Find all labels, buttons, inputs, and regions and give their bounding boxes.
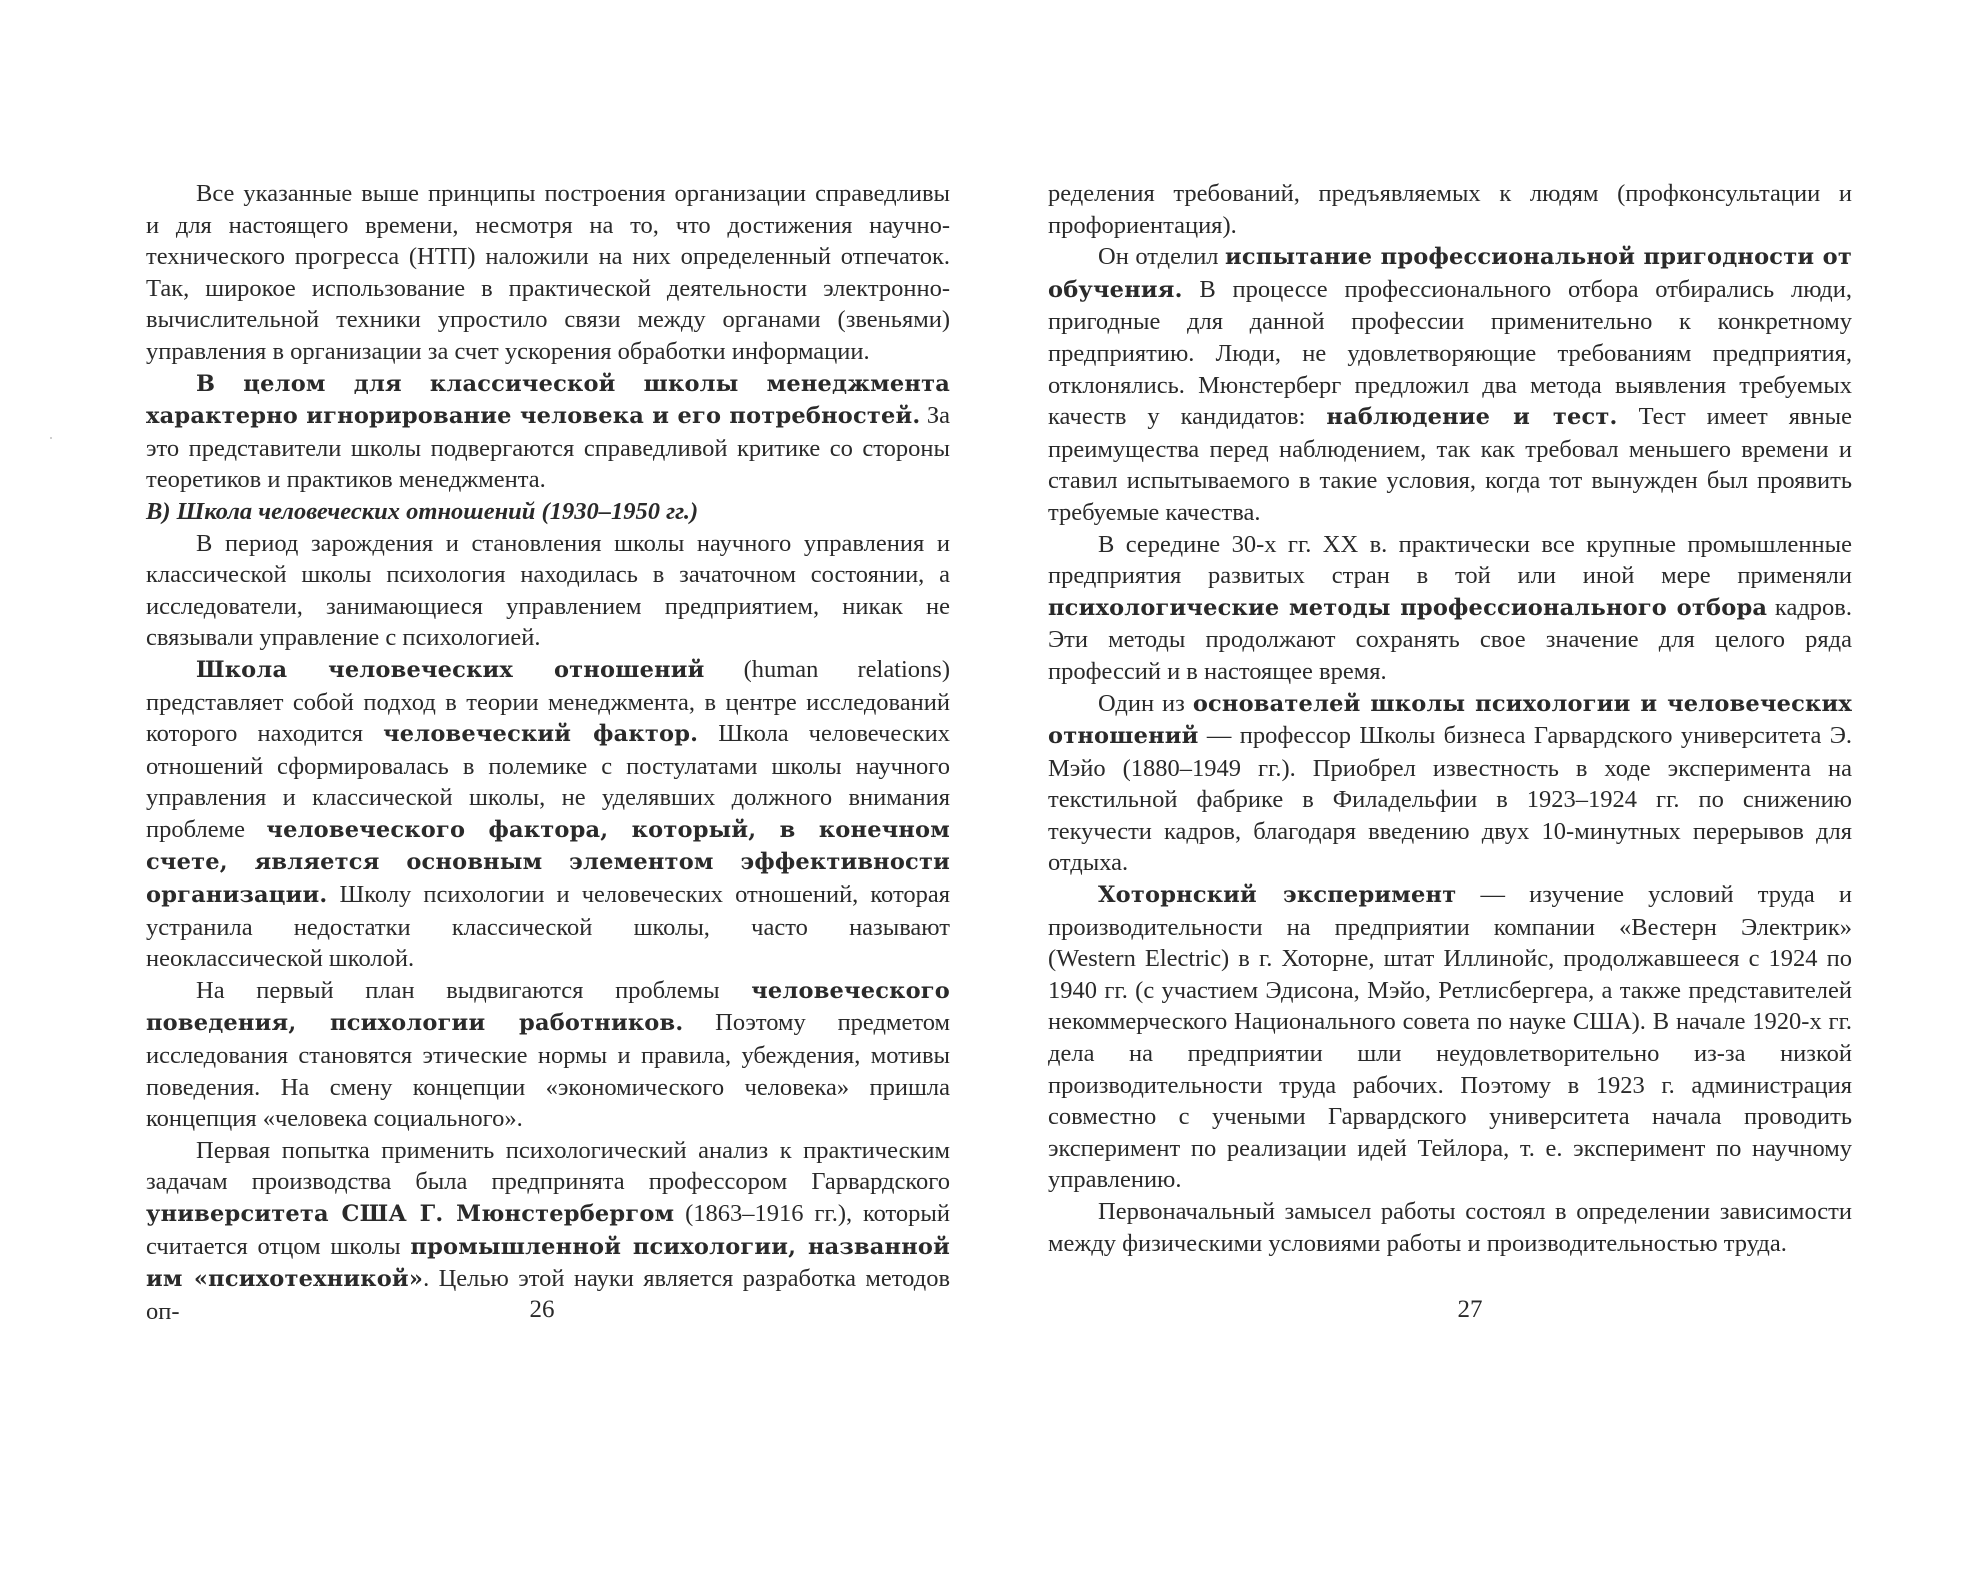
left-p6-bold-2: промышленной психологии, названной им «психотехникой» — [146, 1233, 950, 1293]
left-p4-text-3: Школу психологии и человеческих отношений, которая устранила недостатки классической школы, часто называют неоклассической школой. — [146, 881, 950, 973]
right-p5-text-1: — изучение условий труда и производительности на предприятии компании «Вестерн Электрик» (Western Electric) в г. Хоторне, штат Иллинойс, продолжавшееся с 1924 по 1940 гг. (с участием Эдисона, Мэйо, Ретлисбергера, а также представителей некоммерческого Национального совета по науке США). В начале 1920-х гг. дела на предприятии шли неудовлетворительно из-за низкой производительности труда рабочих. Поэтому в 1923 г. администрация совместно с учеными Гарвардского университета начала проводить эксперимент по реализации идей Тейлора, т. е. эксперимент по научному управлению. — [1048, 881, 1852, 1194]
left-paragraph-1: Все указанные выше принципы построения организации справедливы и для настоящего времени, несмотря на то, что достижения научно-технического прогресса (НТП) наложили на них определенный отпечаток. Так, широкое использование в практической деятельности электронно-вычислительной техники упростило связи между органами (звеньями) управления в организации за счет ускорения обработки информации. — [146, 180, 950, 365]
right-p5-bold-1: Хоторнский эксперимент — [1098, 882, 1457, 909]
right-p4-bold-1: основателей школы психологии и человеческих отношений — [1048, 690, 1852, 750]
right-p2-text-2: В процессе профессионального отбора отбирались люди, пригодные для данной профессии применительно к конкретному предприятию. Люди, не удовлетворяющие требованиям предприятия, отклонялись. Мюнстерберг предложил два метода выявления требуемых качеств у кандидатов: — [1048, 275, 1852, 431]
left-p5-bold-1: человеческого поведения, психологии работников. — [146, 977, 950, 1037]
left-p4-bold-1: Школа человеческих отношений — [196, 656, 705, 683]
right-paragraph-3 — [1048, 529, 1852, 688]
right-paragraph-5 — [1048, 879, 1852, 1196]
left-p2-text: За это представители школы подвергаются справедливой критике со стороны теоретиков и практиков менеджмента. — [146, 402, 950, 494]
right-p4-text-1: Один из — [1098, 689, 1193, 717]
right-p3-text-1: В середине 30-х гг. XX в. практически все крупные промышленные предприятия развитых стран в той или иной мере применяли — [1048, 530, 1852, 590]
left-p4-text-1: (human relations) представляет собой подход в теории менеджмента, в центре исследований которого находится — [146, 655, 950, 748]
left-paragraph-3: В период зарождения и становления школы научного управления и классической школы психология находилась в зачаточном состоянии, а исследователи, занимающиеся управлением предприятием, никак не связывали управление с психологией. — [146, 529, 950, 652]
page-number-left: 26 — [529, 1296, 555, 1323]
right-p3-text-2: кадров. Эти методы продолжают сохранять свое значение для целого ряда профессий и в настоящее время. — [1048, 593, 1852, 685]
page-number-right: 27 — [1457, 1296, 1483, 1323]
right-p2-text-3: Тест имеет явные преимущества перед наблюдением, так как требовал меньшего времени и ставил испытываемого в такие условия, когда тот вынужден был проявить требуемые качества. — [1048, 403, 1852, 526]
right-paragraph-6: Первоначальный замысел работы состоял в определении зависимости между физическими условиями работы и производительностью труда. — [1048, 1198, 1852, 1257]
left-p5-text-1: На первый план выдвигаются проблемы — [196, 976, 752, 1004]
right-p2-bold-1: испытание профессиональной пригодности от обучения. — [1048, 244, 1852, 303]
left-p6-text-3: . Целью этой науки является разработка методов оп- — [146, 1265, 951, 1325]
left-paragraph-4 — [146, 654, 950, 975]
right-p2-bold-2: наблюдение и тест. — [1326, 404, 1618, 431]
left-paragraph-5 — [146, 975, 950, 1135]
left-page — [146, 178, 950, 1327]
left-p4-bold-2: человеческий фактор. — [383, 721, 699, 748]
left-p4-bold-3: человеческого фактора, который, в конечном счете, является основным элементом эффективности организации. — [146, 816, 950, 909]
left-p4-text-2: Школа человеческих отношений сформировалась в полемике с постулатами школы научного управления и классической школы, не уделявших должного внимания проблеме — [146, 720, 950, 843]
right-p2-text-1: Он отделил — [1098, 243, 1226, 271]
section-heading: В) Школа человеческих отношений (1930–1950 гг.) — [146, 497, 699, 525]
left-paragraph-2 — [146, 368, 950, 496]
left-p6-text-1: Первая попытка применить психологический анализ к практическим задачам производства была предпринята профессором Гарвардского — [146, 1136, 950, 1196]
scan-speck — [50, 437, 52, 439]
left-p6-bold-1: университета США Г. Мюнстербергом — [146, 1201, 675, 1227]
right-page — [1048, 178, 1852, 1259]
right-paragraph-4 — [1048, 688, 1852, 880]
left-p6-text-2: (1863–1916 гг.), который считается отцом школы — [146, 1200, 950, 1260]
left-p5-text-2: Поэтому предметом исследования становятся этические нормы и правила, убеждения, мотивы поведения. На смену концепции «экономического человека» пришла концепция «человека социального». — [146, 1009, 950, 1133]
right-paragraph-1: ределения требований, предъявляемых к людям (профконсультации и профориентация). — [1048, 180, 1852, 239]
right-p3-bold-1: психологические методы профессионального отбора — [1048, 594, 1768, 621]
right-paragraph-2 — [1048, 241, 1852, 528]
left-p2-bold: В целом для классической школы менеджмента характерно игнорирование человека и его потребностей. — [146, 370, 950, 430]
right-p4-text-2: — профессор Школы бизнеса Гарвардского университета Э. Мэйо (1880–1949 гг.). Приобрел известность в ходе эксперимента на текстильной фабрике в Филадельфии в 1923–1924 гг. по снижению текучести кадров, благодаря введению двух 10-минутных перерывов для отдыха. — [1048, 722, 1852, 877]
